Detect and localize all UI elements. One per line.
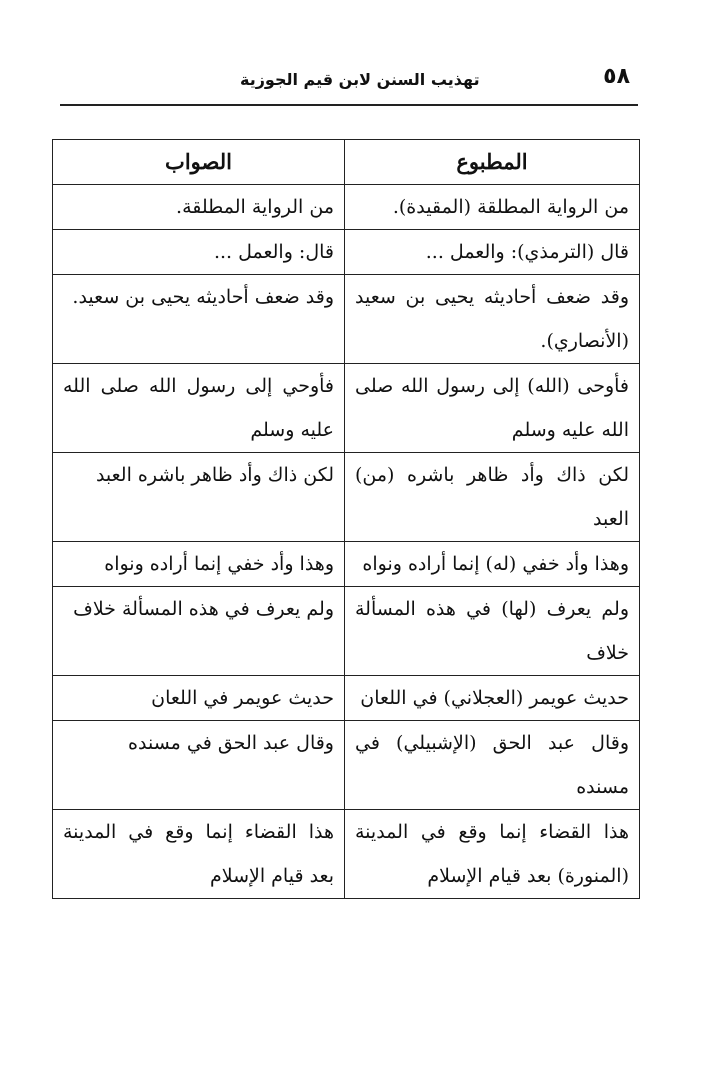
printed-text: من الرواية المطلقة (المقيدة).: [392, 196, 629, 218]
correct-text: هذا القضاء إنما وقع في المدينة بعد قيام الإسلام: [63, 821, 334, 887]
table-row: [53, 542, 640, 587]
printed-text: هذا القضاء إنما وقع في المدينة (المنورة) بعد قيام الإسلام: [355, 821, 629, 887]
printed-text: لكن ذاك وأد ظاهر باشره (من) العبد: [355, 464, 629, 530]
printed-cell: [345, 364, 640, 453]
printed-cell: [345, 721, 640, 810]
correct-text: فأوحي إلى رسول الله صلى الله عليه وسلم: [63, 375, 334, 441]
table-row: [53, 676, 640, 721]
printed-cell: [345, 810, 640, 899]
printed-text: فأوحى (الله) إلى رسول الله صلى الله عليه وسلم: [355, 375, 629, 441]
correct-cell: [53, 542, 345, 587]
printed-text: قال (الترمذي): والعمل ...: [425, 241, 629, 263]
column-header-correct: الصواب: [53, 140, 345, 185]
correct-text: وقال عبد الحق في مسنده: [128, 732, 334, 754]
table-row: [53, 810, 640, 899]
correct-text: وهذا وأد خفي إنما أراده ونواه: [104, 553, 334, 575]
printed-cell: [345, 542, 640, 587]
printed-text: وقد ضعف أحاديثه يحيى بن سعيد (الأنصاري).: [355, 286, 629, 352]
correct-cell: [53, 364, 345, 453]
table-row: [53, 364, 640, 453]
header-rule: [60, 104, 638, 106]
table-header-row: [53, 140, 640, 185]
correct-cell: [53, 230, 345, 275]
correct-text: حديث عويمر في اللعان: [151, 687, 334, 709]
correct-text: ولم يعرف في هذه المسألة خلاف: [73, 598, 334, 620]
correct-text: وقد ضعف أحاديثه يحيى بن سعيد.: [72, 286, 334, 308]
printed-text: ولم يعرف (لها) في هذه المسألة خلاف: [355, 598, 629, 664]
printed-cell: [345, 453, 640, 542]
printed-text: وقال عبد الحق (الإشبيلي) في مسنده: [355, 732, 629, 798]
printed-cell: [345, 275, 640, 364]
page-header: [60, 62, 638, 102]
correct-cell: [53, 721, 345, 810]
printed-text: وهذا وأد خفي (له) إنما أراده ونواه: [362, 553, 629, 575]
table-row: [53, 453, 640, 542]
correct-text: لكن ذاك وأد ظاهر باشره العبد: [95, 464, 334, 486]
column-header-printed: المطبوع: [345, 140, 640, 185]
correct-cell: [53, 810, 345, 899]
printed-cell: [345, 230, 640, 275]
printed-cell: [345, 185, 640, 230]
correct-cell: [53, 275, 345, 364]
table-row: [53, 230, 640, 275]
errata-table: [52, 139, 640, 899]
table-row: [53, 587, 640, 676]
correct-cell: [53, 453, 345, 542]
printed-cell: [345, 676, 640, 721]
table-row: [53, 185, 640, 230]
printed-cell: [345, 587, 640, 676]
table-row: [53, 275, 640, 364]
correct-cell: [53, 587, 345, 676]
correct-cell: [53, 185, 345, 230]
correct-text: من الرواية المطلقة.: [176, 196, 334, 218]
correct-text: قال: والعمل ...: [213, 241, 334, 263]
table-row: [53, 721, 640, 810]
page-number: ٥٨: [603, 64, 630, 89]
printed-text: حديث عويمر (العجلاني) في اللعان: [360, 687, 629, 709]
running-title: تهذيب السنن لابن قيم الجوزية: [240, 70, 480, 89]
correct-cell: [53, 676, 345, 721]
